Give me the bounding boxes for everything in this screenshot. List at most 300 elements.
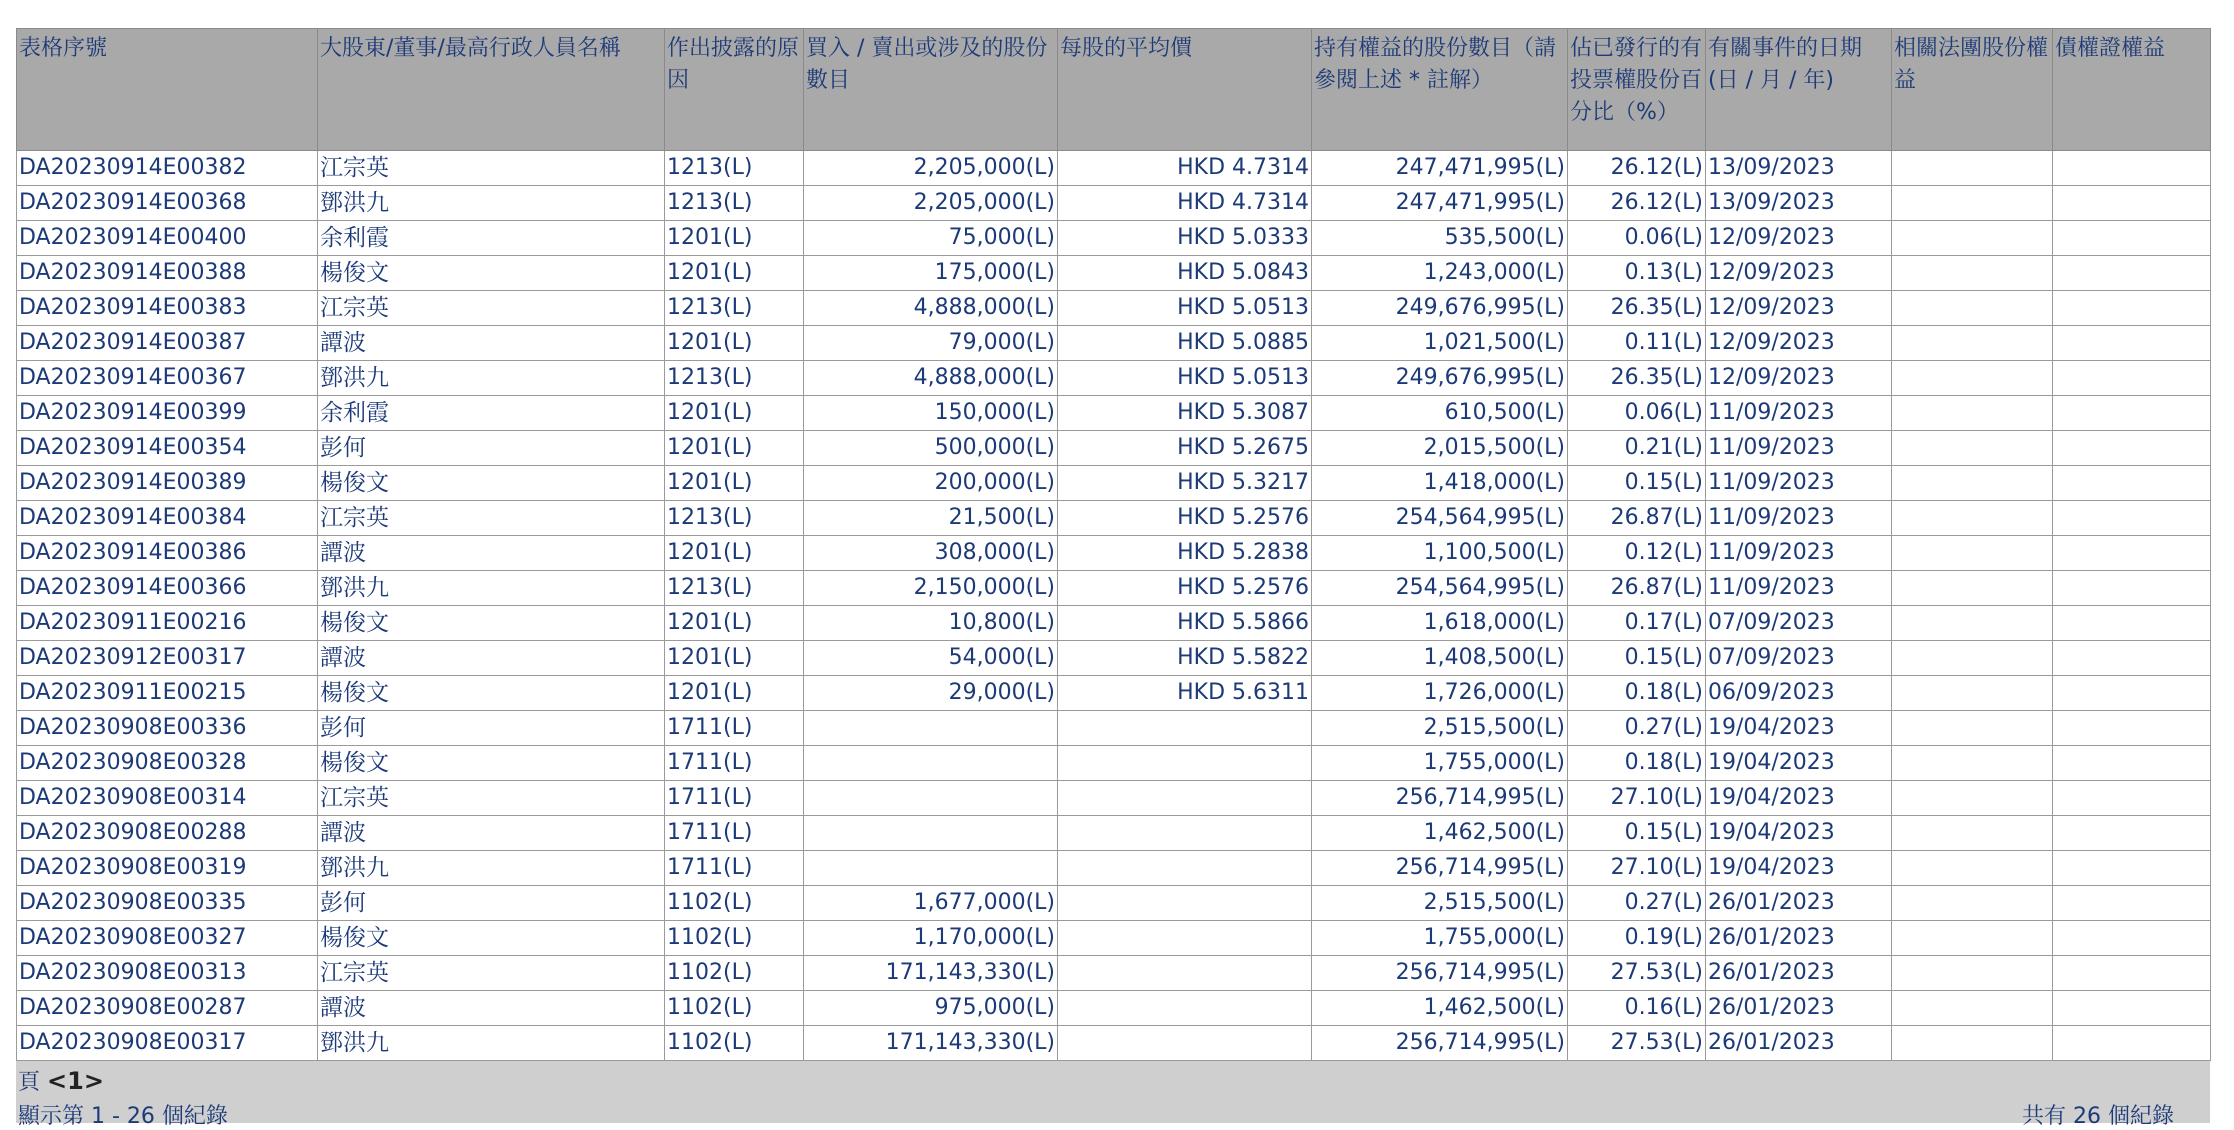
cell-name: 譚波 [318, 641, 665, 676]
cell-serial: DA20230911E00216 [17, 606, 318, 641]
cell-associated-corp [1892, 641, 2053, 676]
cell-reason: 1201(L) [665, 431, 804, 466]
table-row [17, 711, 2211, 746]
cell-associated-corp [1892, 886, 2053, 921]
cell-associated-corp [1892, 1026, 2053, 1061]
cell-associated-corp [1892, 291, 2053, 326]
disclosure-page [16, 28, 2210, 1129]
cell-shares-involved: 10,800(L) [804, 606, 1058, 641]
header-shares-held: 持有權益的股份數目（請參閱上述 * 註解） [1312, 29, 1568, 151]
cell-name: 楊俊文 [318, 466, 665, 501]
table-row [17, 746, 2211, 781]
cell-percent: 0.19(L) [1568, 921, 1706, 956]
cell-avg-price: HKD 4.7314 [1058, 186, 1312, 221]
cell-debenture [2053, 711, 2211, 746]
cell-avg-price [1058, 1026, 1312, 1061]
cell-reason: 1201(L) [665, 466, 804, 501]
cell-serial: DA20230908E00336 [17, 711, 318, 746]
cell-date: 12/09/2023 [1706, 361, 1892, 396]
cell-avg-price: HKD 5.5866 [1058, 606, 1312, 641]
cell-debenture [2053, 746, 2211, 781]
cell-reason: 1711(L) [665, 711, 804, 746]
page-prefix: 頁 [18, 1070, 41, 1095]
cell-associated-corp [1892, 466, 2053, 501]
cell-shares-held: 1,726,000(L) [1312, 676, 1568, 711]
cell-date: 12/09/2023 [1706, 256, 1892, 291]
cell-debenture [2053, 396, 2211, 431]
cell-debenture [2053, 186, 2211, 221]
cell-serial: DA20230914E00389 [17, 466, 318, 501]
header-shares-involved: 買入 / 賣出或涉及的股份數目 [804, 29, 1058, 151]
table-row [17, 781, 2211, 816]
cell-avg-price: HKD 5.2675 [1058, 431, 1312, 466]
cell-serial: DA20230914E00382 [17, 151, 318, 186]
cell-reason: 1711(L) [665, 746, 804, 781]
cell-date: 26/01/2023 [1706, 956, 1892, 991]
cell-associated-corp [1892, 921, 2053, 956]
cell-name: 彭何 [318, 431, 665, 466]
cell-reason: 1711(L) [665, 816, 804, 851]
cell-serial: DA20230914E00388 [17, 256, 318, 291]
cell-associated-corp [1892, 396, 2053, 431]
cell-shares-held: 249,676,995(L) [1312, 291, 1568, 326]
cell-shares-involved: 2,205,000(L) [804, 151, 1058, 186]
cell-shares-involved [804, 816, 1058, 851]
cell-associated-corp [1892, 186, 2053, 221]
cell-name: 譚波 [318, 816, 665, 851]
cell-shares-involved: 4,888,000(L) [804, 361, 1058, 396]
cell-avg-price: HKD 5.2576 [1058, 501, 1312, 536]
cell-percent: 27.53(L) [1568, 1026, 1706, 1061]
cell-reason: 1201(L) [665, 326, 804, 361]
cell-avg-price [1058, 921, 1312, 956]
cell-percent: 0.16(L) [1568, 991, 1706, 1026]
cell-associated-corp [1892, 571, 2053, 606]
cell-serial: DA20230914E00384 [17, 501, 318, 536]
cell-avg-price [1058, 991, 1312, 1026]
cell-serial: DA20230908E00313 [17, 956, 318, 991]
cell-date: 26/01/2023 [1706, 1026, 1892, 1061]
table-row [17, 536, 2211, 571]
cell-percent: 0.15(L) [1568, 466, 1706, 501]
cell-debenture [2053, 991, 2211, 1026]
table-row [17, 851, 2211, 886]
cell-associated-corp [1892, 151, 2053, 186]
cell-date: 11/09/2023 [1706, 571, 1892, 606]
cell-date: 07/09/2023 [1706, 641, 1892, 676]
cell-shares-involved: 175,000(L) [804, 256, 1058, 291]
cell-debenture [2053, 256, 2211, 291]
cell-debenture [2053, 921, 2211, 956]
cell-debenture [2053, 431, 2211, 466]
cell-date: 19/04/2023 [1706, 851, 1892, 886]
cell-avg-price: HKD 5.0333 [1058, 221, 1312, 256]
cell-percent: 26.12(L) [1568, 151, 1706, 186]
cell-reason: 1201(L) [665, 606, 804, 641]
cell-debenture [2053, 536, 2211, 571]
cell-associated-corp [1892, 431, 2053, 466]
cell-name: 江宗英 [318, 501, 665, 536]
cell-associated-corp [1892, 746, 2053, 781]
cell-serial: DA20230908E00327 [17, 921, 318, 956]
table-row [17, 991, 2211, 1026]
cell-shares-held: 256,714,995(L) [1312, 956, 1568, 991]
table-row [17, 326, 2211, 361]
cell-associated-corp [1892, 221, 2053, 256]
cell-shares-involved: 200,000(L) [804, 466, 1058, 501]
cell-reason: 1213(L) [665, 186, 804, 221]
header-debenture: 債權證權益 [2053, 29, 2211, 151]
cell-reason: 1102(L) [665, 956, 804, 991]
cell-serial: DA20230914E00368 [17, 186, 318, 221]
cell-shares-held: 1,418,000(L) [1312, 466, 1568, 501]
cell-date: 19/04/2023 [1706, 781, 1892, 816]
table-footer [16, 1061, 2210, 1129]
cell-associated-corp [1892, 536, 2053, 571]
cell-name: 鄧洪九 [318, 186, 665, 221]
cell-debenture [2053, 606, 2211, 641]
cell-percent: 0.15(L) [1568, 816, 1706, 851]
cell-avg-price: HKD 5.2576 [1058, 571, 1312, 606]
cell-date: 13/09/2023 [1706, 151, 1892, 186]
cell-name: 楊俊文 [318, 606, 665, 641]
cell-debenture [2053, 1026, 2211, 1061]
cell-name: 江宗英 [318, 291, 665, 326]
cell-shares-held: 247,471,995(L) [1312, 151, 1568, 186]
cell-shares-involved [804, 781, 1058, 816]
cell-name: 彭何 [318, 886, 665, 921]
cell-date: 12/09/2023 [1706, 326, 1892, 361]
table-row [17, 571, 2211, 606]
cell-shares-held: 247,471,995(L) [1312, 186, 1568, 221]
cell-shares-involved: 4,888,000(L) [804, 291, 1058, 326]
cell-associated-corp [1892, 711, 2053, 746]
cell-serial: DA20230914E00366 [17, 571, 318, 606]
cell-avg-price [1058, 886, 1312, 921]
cell-shares-held: 1,021,500(L) [1312, 326, 1568, 361]
cell-date: 19/04/2023 [1706, 746, 1892, 781]
cell-percent: 27.53(L) [1568, 956, 1706, 991]
cell-percent: 27.10(L) [1568, 851, 1706, 886]
cell-avg-price: HKD 5.3217 [1058, 466, 1312, 501]
cell-date: 12/09/2023 [1706, 221, 1892, 256]
cell-associated-corp [1892, 991, 2053, 1026]
cell-avg-price [1058, 956, 1312, 991]
cell-avg-price [1058, 711, 1312, 746]
cell-name: 楊俊文 [318, 676, 665, 711]
cell-avg-price: HKD 5.6311 [1058, 676, 1312, 711]
cell-shares-involved: 1,170,000(L) [804, 921, 1058, 956]
cell-shares-involved: 975,000(L) [804, 991, 1058, 1026]
cell-associated-corp [1892, 816, 2053, 851]
cell-avg-price: HKD 5.3087 [1058, 396, 1312, 431]
cell-percent: 26.87(L) [1568, 501, 1706, 536]
cell-avg-price: HKD 5.0513 [1058, 291, 1312, 326]
cell-reason: 1102(L) [665, 921, 804, 956]
cell-shares-involved: 1,677,000(L) [804, 886, 1058, 921]
cell-name: 譚波 [318, 326, 665, 361]
cell-percent: 0.17(L) [1568, 606, 1706, 641]
cell-date: 07/09/2023 [1706, 606, 1892, 641]
header-date: 有關事件的日期(日 / 月 / 年) [1706, 29, 1892, 151]
cell-reason: 1213(L) [665, 291, 804, 326]
cell-serial: DA20230914E00386 [17, 536, 318, 571]
cell-shares-involved: 29,000(L) [804, 676, 1058, 711]
cell-serial: DA20230911E00215 [17, 676, 318, 711]
cell-date: 06/09/2023 [1706, 676, 1892, 711]
current-page-link[interactable]: <1> [47, 1067, 104, 1095]
cell-avg-price [1058, 816, 1312, 851]
cell-associated-corp [1892, 501, 2053, 536]
cell-shares-involved: 2,150,000(L) [804, 571, 1058, 606]
cell-date: 19/04/2023 [1706, 711, 1892, 746]
cell-associated-corp [1892, 256, 2053, 291]
cell-reason: 1102(L) [665, 1026, 804, 1061]
cell-associated-corp [1892, 956, 2053, 991]
cell-associated-corp [1892, 676, 2053, 711]
header-reason: 作出披露的原因 [665, 29, 804, 151]
cell-percent: 26.35(L) [1568, 361, 1706, 396]
cell-serial: DA20230914E00367 [17, 361, 318, 396]
cell-serial: DA20230908E00319 [17, 851, 318, 886]
cell-shares-held: 256,714,995(L) [1312, 781, 1568, 816]
cell-associated-corp [1892, 606, 2053, 641]
cell-reason: 1201(L) [665, 676, 804, 711]
cell-avg-price: HKD 5.0843 [1058, 256, 1312, 291]
cell-name: 譚波 [318, 536, 665, 571]
cell-name: 江宗英 [318, 781, 665, 816]
cell-shares-involved [804, 851, 1058, 886]
cell-shares-held: 535,500(L) [1312, 221, 1568, 256]
cell-name: 鄧洪九 [318, 1026, 665, 1061]
cell-avg-price: HKD 4.7314 [1058, 151, 1312, 186]
cell-date: 26/01/2023 [1706, 886, 1892, 921]
cell-debenture [2053, 501, 2211, 536]
cell-date: 11/09/2023 [1706, 466, 1892, 501]
cell-shares-involved: 308,000(L) [804, 536, 1058, 571]
table-row [17, 291, 2211, 326]
cell-name: 余利霞 [318, 221, 665, 256]
cell-percent: 0.15(L) [1568, 641, 1706, 676]
cell-serial: DA20230908E00317 [17, 1026, 318, 1061]
cell-percent: 26.12(L) [1568, 186, 1706, 221]
cell-serial: DA20230914E00400 [17, 221, 318, 256]
cell-date: 19/04/2023 [1706, 816, 1892, 851]
cell-shares-involved: 500,000(L) [804, 431, 1058, 466]
table-body [17, 151, 2211, 1061]
cell-percent: 0.11(L) [1568, 326, 1706, 361]
cell-shares-involved [804, 746, 1058, 781]
cell-reason: 1213(L) [665, 151, 804, 186]
cell-serial: DA20230908E00314 [17, 781, 318, 816]
cell-name: 鄧洪九 [318, 851, 665, 886]
cell-date: 26/01/2023 [1706, 921, 1892, 956]
cell-percent: 0.18(L) [1568, 746, 1706, 781]
cell-date: 12/09/2023 [1706, 291, 1892, 326]
cell-percent: 0.27(L) [1568, 886, 1706, 921]
cell-associated-corp [1892, 361, 2053, 396]
cell-shares-held: 2,515,500(L) [1312, 711, 1568, 746]
table-row [17, 816, 2211, 851]
cell-shares-held: 1,408,500(L) [1312, 641, 1568, 676]
cell-shares-involved: 75,000(L) [804, 221, 1058, 256]
record-total: 共有 26 個紀錄 [2022, 1104, 2174, 1129]
table-row [17, 921, 2211, 956]
table-row [17, 956, 2211, 991]
cell-debenture [2053, 676, 2211, 711]
cell-reason: 1201(L) [665, 256, 804, 291]
cell-shares-held: 1,243,000(L) [1312, 256, 1568, 291]
cell-serial: DA20230908E00288 [17, 816, 318, 851]
cell-avg-price: HKD 5.0513 [1058, 361, 1312, 396]
cell-shares-held: 256,714,995(L) [1312, 1026, 1568, 1061]
cell-debenture [2053, 641, 2211, 676]
cell-shares-involved: 54,000(L) [804, 641, 1058, 676]
cell-date: 11/09/2023 [1706, 536, 1892, 571]
cell-percent: 0.27(L) [1568, 711, 1706, 746]
cell-shares-involved: 171,143,330(L) [804, 1026, 1058, 1061]
table-row [17, 466, 2211, 501]
cell-debenture [2053, 816, 2211, 851]
cell-percent: 0.12(L) [1568, 536, 1706, 571]
table-row [17, 431, 2211, 466]
cell-shares-involved: 171,143,330(L) [804, 956, 1058, 991]
cell-associated-corp [1892, 851, 2053, 886]
cell-shares-held: 256,714,995(L) [1312, 851, 1568, 886]
table-row [17, 396, 2211, 431]
cell-shares-involved: 150,000(L) [804, 396, 1058, 431]
cell-reason: 1201(L) [665, 396, 804, 431]
cell-percent: 0.06(L) [1568, 396, 1706, 431]
cell-reason: 1102(L) [665, 886, 804, 921]
cell-debenture [2053, 886, 2211, 921]
cell-name: 譚波 [318, 991, 665, 1026]
cell-percent: 0.18(L) [1568, 676, 1706, 711]
cell-serial: DA20230912E00317 [17, 641, 318, 676]
record-range: 顯示第 1 - 26 個紀錄 [18, 1104, 228, 1129]
table-row [17, 186, 2211, 221]
cell-shares-held: 249,676,995(L) [1312, 361, 1568, 396]
cell-shares-held: 2,015,500(L) [1312, 431, 1568, 466]
cell-reason: 1201(L) [665, 536, 804, 571]
cell-debenture [2053, 291, 2211, 326]
table-row [17, 676, 2211, 711]
cell-shares-held: 1,100,500(L) [1312, 536, 1568, 571]
cell-serial: DA20230914E00387 [17, 326, 318, 361]
cell-percent: 27.10(L) [1568, 781, 1706, 816]
cell-percent: 0.13(L) [1568, 256, 1706, 291]
cell-name: 鄧洪九 [318, 571, 665, 606]
cell-debenture [2053, 571, 2211, 606]
header-percent: 佔已發行的有投票權股份百分比（%） [1568, 29, 1706, 151]
cell-date: 11/09/2023 [1706, 431, 1892, 466]
cell-date: 11/09/2023 [1706, 501, 1892, 536]
cell-shares-held: 1,755,000(L) [1312, 921, 1568, 956]
cell-reason: 1213(L) [665, 501, 804, 536]
cell-reason: 1201(L) [665, 641, 804, 676]
cell-serial: DA20230908E00287 [17, 991, 318, 1026]
table-row [17, 361, 2211, 396]
cell-name: 彭何 [318, 711, 665, 746]
cell-debenture [2053, 781, 2211, 816]
cell-reason: 1102(L) [665, 991, 804, 1026]
cell-percent: 26.87(L) [1568, 571, 1706, 606]
cell-serial: DA20230914E00383 [17, 291, 318, 326]
cell-shares-involved: 2,205,000(L) [804, 186, 1058, 221]
cell-name: 鄧洪九 [318, 361, 665, 396]
header-serial: 表格序號 [17, 29, 318, 151]
cell-percent: 0.06(L) [1568, 221, 1706, 256]
cell-date: 13/09/2023 [1706, 186, 1892, 221]
header-avg-price: 每股的平均價 [1058, 29, 1312, 151]
cell-shares-involved: 79,000(L) [804, 326, 1058, 361]
cell-name: 余利霞 [318, 396, 665, 431]
cell-name: 江宗英 [318, 151, 665, 186]
cell-reason: 1201(L) [665, 221, 804, 256]
cell-avg-price: HKD 5.2838 [1058, 536, 1312, 571]
cell-shares-held: 2,515,500(L) [1312, 886, 1568, 921]
cell-debenture [2053, 326, 2211, 361]
header-associated-corp: 相關法團股份權益 [1892, 29, 2053, 151]
cell-percent: 26.35(L) [1568, 291, 1706, 326]
cell-serial: DA20230914E00354 [17, 431, 318, 466]
table-row [17, 606, 2211, 641]
cell-name: 楊俊文 [318, 921, 665, 956]
cell-debenture [2053, 221, 2211, 256]
cell-name: 江宗英 [318, 956, 665, 991]
cell-avg-price: HKD 5.5822 [1058, 641, 1312, 676]
table-row [17, 886, 2211, 921]
disclosure-table [16, 28, 2211, 1061]
table-header-row [17, 29, 2211, 151]
cell-date: 26/01/2023 [1706, 991, 1892, 1026]
cell-debenture [2053, 361, 2211, 396]
cell-serial: DA20230914E00399 [17, 396, 318, 431]
table-row [17, 641, 2211, 676]
header-name: 大股東/董事/最高行政人員名稱 [318, 29, 665, 151]
cell-reason: 1213(L) [665, 361, 804, 396]
cell-shares-held: 610,500(L) [1312, 396, 1568, 431]
cell-shares-held: 254,564,995(L) [1312, 501, 1568, 536]
cell-reason: 1711(L) [665, 851, 804, 886]
table-row [17, 221, 2211, 256]
cell-debenture [2053, 151, 2211, 186]
cell-percent: 0.21(L) [1568, 431, 1706, 466]
cell-avg-price: HKD 5.0885 [1058, 326, 1312, 361]
cell-shares-held: 1,462,500(L) [1312, 816, 1568, 851]
cell-serial: DA20230908E00335 [17, 886, 318, 921]
cell-associated-corp [1892, 781, 2053, 816]
cell-avg-price [1058, 746, 1312, 781]
pager [18, 1065, 104, 1096]
cell-shares-held: 1,618,000(L) [1312, 606, 1568, 641]
cell-debenture [2053, 466, 2211, 501]
cell-name: 楊俊文 [318, 746, 665, 781]
cell-avg-price [1058, 781, 1312, 816]
cell-serial: DA20230908E00328 [17, 746, 318, 781]
cell-date: 11/09/2023 [1706, 396, 1892, 431]
table-row [17, 501, 2211, 536]
cell-shares-held: 1,755,000(L) [1312, 746, 1568, 781]
table-row [17, 256, 2211, 291]
cell-debenture [2053, 851, 2211, 886]
cell-shares-held: 254,564,995(L) [1312, 571, 1568, 606]
cell-reason: 1711(L) [665, 781, 804, 816]
table-row [17, 1026, 2211, 1061]
cell-shares-involved: 21,500(L) [804, 501, 1058, 536]
cell-debenture [2053, 956, 2211, 991]
cell-shares-held: 1,462,500(L) [1312, 991, 1568, 1026]
